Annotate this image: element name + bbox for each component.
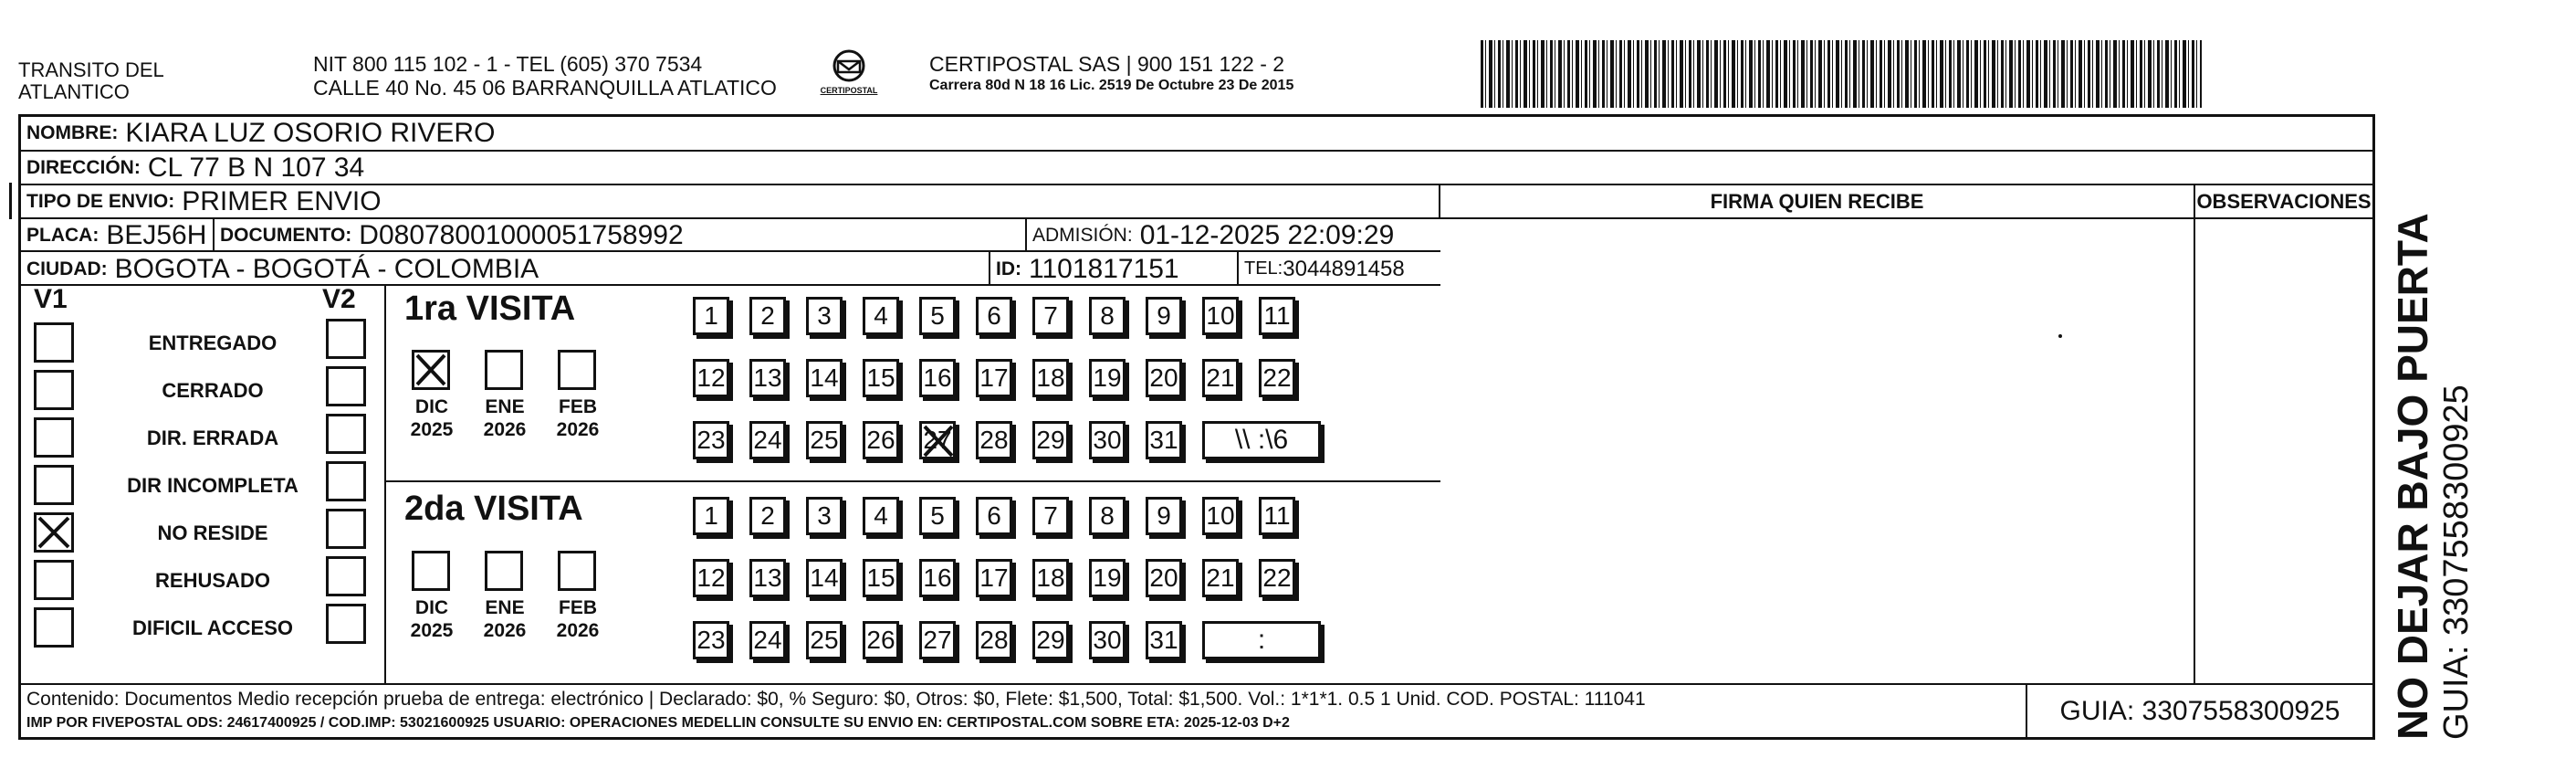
day-box[interactable]: 13	[749, 559, 786, 597]
day-box[interactable]: 17	[976, 359, 1012, 397]
day-box[interactable]: 26	[863, 621, 899, 659]
footer-guia	[2026, 685, 2372, 737]
side-text-block	[2389, 82, 2535, 740]
day-box[interactable]: 27	[919, 421, 956, 459]
day-box[interactable]: 8	[1089, 497, 1126, 535]
v1-checkbox[interactable]	[34, 607, 74, 648]
side-guia: GUIA: 3307558300925	[2437, 384, 2476, 740]
visit-1-block	[386, 286, 1440, 482]
day-box[interactable]: 30	[1089, 621, 1126, 659]
nit-line: NIT 800 115 102 - 1 - TEL (605) 370 7534	[313, 52, 703, 76]
month-year: 2025	[410, 620, 454, 641]
month-checkbox[interactable]	[412, 350, 450, 390]
day-box[interactable]: 7	[1032, 497, 1069, 535]
day-box[interactable]: 9	[1146, 497, 1182, 535]
v2-checkbox[interactable]	[326, 461, 366, 501]
day-box[interactable]: 26	[863, 421, 899, 459]
day-box[interactable]: 3	[806, 497, 843, 535]
status-label: NO RESIDE	[157, 521, 268, 544]
visit-2-title: 2da VISITA	[404, 490, 583, 528]
signature-dot	[2058, 334, 2062, 338]
org-line-1: TRANSITO DEL	[18, 58, 164, 81]
day-box[interactable]: 5	[919, 297, 956, 335]
v1-checkbox[interactable]	[34, 370, 74, 410]
day-box[interactable]: 10	[1202, 497, 1239, 535]
month-label	[550, 596, 605, 642]
tel-value: 3044891458	[1283, 256, 1405, 281]
day-box[interactable]: 31	[1146, 621, 1182, 659]
contenido-text: Contenido: Documentos Medio recepción prueba de entrega: electrónico | Declarado: $0, % Seguro: $0, Otros: $0, Flete: $1,500, Total: $1,500. Vol.: 1*1*1. 0.5 1 Unid. COD. POSTAL: 111041	[26, 689, 1646, 710]
status-block	[21, 286, 386, 683]
day-box[interactable]: 23	[693, 421, 729, 459]
day-box[interactable]: 19	[1089, 359, 1126, 397]
id-label: ID:	[996, 258, 1021, 279]
documento-value: D08078001000051758992	[359, 220, 684, 250]
status-label: DIR INCOMPLETA	[127, 474, 298, 497]
tipo-envio-label: TIPO DE ENVIO:	[26, 190, 175, 212]
barcode	[1481, 40, 2202, 108]
month-checkbox[interactable]	[412, 551, 450, 591]
day-box[interactable]: 16	[919, 359, 956, 397]
ciudad-cell	[26, 252, 539, 286]
v1-checkbox[interactable]	[34, 560, 74, 600]
visit-1-title: 1ra VISITA	[404, 290, 576, 328]
day-box[interactable]: 20	[1146, 359, 1182, 397]
day-box[interactable]: 18	[1032, 359, 1069, 397]
placa-cell	[26, 219, 206, 252]
day-box[interactable]: 7	[1032, 297, 1069, 335]
day-box[interactable]: 4	[863, 297, 899, 335]
tipo-envio-row	[21, 185, 1440, 219]
day-box[interactable]: 20	[1146, 559, 1182, 597]
day-box[interactable]: 12	[693, 359, 729, 397]
day-box[interactable]: 23	[693, 621, 729, 659]
v2-checkbox[interactable]	[326, 509, 366, 549]
firma-label: FIRMA QUIEN RECIBE	[1710, 189, 1924, 213]
day-box[interactable]: 3	[806, 297, 843, 335]
month-name: FEB	[559, 396, 597, 417]
month-name: ENE	[485, 597, 525, 618]
license-line: Carrera 80d N 18 16 Lic. 2519 De Octubre 23 De 2015	[929, 78, 1294, 93]
org-line-2: ATLANTICO	[18, 80, 130, 103]
edge-tick	[9, 183, 12, 219]
month-checkbox[interactable]	[485, 350, 523, 390]
day-box[interactable]: 19	[1089, 559, 1126, 597]
address-line: CALLE 40 No. 45 06 BARRANQUILLA ATLATICO	[313, 76, 777, 100]
day-box[interactable]: 11	[1259, 497, 1295, 535]
month-name: DIC	[414, 396, 449, 417]
v2-checkbox[interactable]	[326, 366, 366, 406]
day-box[interactable]: 21	[1202, 559, 1239, 597]
ciudad-row	[21, 252, 1440, 286]
day-box[interactable]: 28	[976, 621, 1012, 659]
month-checkbox[interactable]	[558, 350, 596, 390]
month-label	[404, 596, 459, 642]
time-box[interactable]: \\ :\6	[1202, 421, 1321, 459]
observaciones-label: OBSERVACIONES	[2196, 189, 2372, 213]
day-box[interactable]: 10	[1202, 297, 1239, 335]
day-box[interactable]: 28	[976, 421, 1012, 459]
month-name: ENE	[485, 396, 525, 417]
day-box[interactable]: 6	[976, 297, 1012, 335]
nombre-label: NOMBRE:	[26, 122, 119, 143]
tipo-envio-value: PRIMER ENVIO	[182, 185, 382, 216]
day-box[interactable]: 27	[919, 621, 956, 659]
v2-checkbox[interactable]	[326, 319, 366, 359]
day-box[interactable]: 30	[1089, 421, 1126, 459]
footer	[21, 683, 2372, 737]
day-box[interactable]: 5	[919, 497, 956, 535]
visit-2-block	[386, 482, 1440, 683]
tel-cell	[1237, 252, 1440, 286]
day-box[interactable]: 12	[693, 559, 729, 597]
month-label	[477, 596, 532, 642]
admision-cell	[1025, 219, 1440, 252]
imp-text: IMP POR FIVEPOSTAL ODS: 24617400925 / COD.IMP: 53021600925 USUARIO: OPERACIONES MEDELLIN CONSULTE SU ENVIO EN: CERTIPOSTAL.COM SOBRE ETA: 2025-12-03 D+2	[26, 715, 1290, 731]
direccion-row	[21, 152, 2372, 185]
day-box[interactable]: 8	[1089, 297, 1126, 335]
day-box[interactable]: 11	[1259, 297, 1295, 335]
v1-checkbox[interactable]	[34, 512, 74, 553]
certipostal-logo	[812, 47, 885, 102]
time-box[interactable]: :	[1202, 621, 1321, 659]
day-box[interactable]: 9	[1146, 297, 1182, 335]
id-cell	[989, 252, 1237, 286]
placa-value: BEJ56H	[106, 220, 207, 250]
month-year: 2026	[556, 620, 600, 641]
month-label	[477, 395, 532, 441]
v1-checkbox[interactable]	[34, 417, 74, 458]
documento-label: DOCUMENTO:	[220, 225, 352, 246]
day-box[interactable]: 24	[749, 621, 786, 659]
status-label: REHUSADO	[155, 569, 270, 592]
ciudad-label: CIUDAD:	[26, 258, 108, 279]
day-box[interactable]: 13	[749, 359, 786, 397]
contact-block	[313, 52, 777, 100]
day-box[interactable]: 16	[919, 559, 956, 597]
placa-row	[21, 219, 1440, 252]
v1-checkbox[interactable]	[34, 322, 74, 363]
v1-label: V1	[34, 284, 68, 314]
day-box[interactable]: 22	[1259, 359, 1295, 397]
v2-checkbox[interactable]	[326, 414, 366, 454]
month-year: 2026	[483, 620, 527, 641]
month-year: 2025	[410, 419, 454, 440]
side-warning: NO DEJAR BAJO PUERTA	[2389, 213, 2436, 740]
firma-column	[1440, 219, 2195, 683]
day-box[interactable]: 17	[976, 559, 1012, 597]
v1-checkbox[interactable]	[34, 465, 74, 505]
status-label: CERRADO	[162, 379, 264, 402]
day-box[interactable]: 15	[863, 559, 899, 597]
day-box[interactable]: 24	[749, 421, 786, 459]
logo-text: CERTIPOSTAL	[820, 86, 878, 95]
placa-label: PLACA:	[26, 225, 99, 246]
month-label	[550, 395, 605, 441]
month-label	[404, 395, 459, 441]
nombre-value: KIARA LUZ OSORIO RIVERO	[125, 118, 496, 148]
company-block	[929, 52, 1293, 96]
status-label: ENTREGADO	[148, 332, 277, 354]
day-box[interactable]: 15	[863, 359, 899, 397]
day-box[interactable]: 31	[1146, 421, 1182, 459]
day-box[interactable]: 25	[806, 621, 843, 659]
company-line: CERTIPOSTAL SAS | 900 151 122 - 2	[929, 52, 1285, 76]
day-box[interactable]: 2	[749, 497, 786, 535]
v2-label: V2	[322, 284, 356, 314]
firma-header	[1440, 185, 2195, 219]
month-checkbox[interactable]	[485, 551, 523, 591]
day-box[interactable]: 29	[1032, 421, 1069, 459]
month-year: 2026	[483, 419, 527, 440]
direccion-label: DIRECCIÓN:	[26, 156, 141, 178]
month-name: DIC	[414, 597, 449, 618]
admision-label: ADMISIÓN:	[1032, 225, 1133, 246]
observaciones-header	[2195, 185, 2372, 219]
day-box[interactable]: 1	[693, 297, 729, 335]
status-label: DIR. ERRADA	[146, 427, 279, 449]
documento-cell	[213, 219, 1025, 252]
day-box[interactable]: 18	[1032, 559, 1069, 597]
day-box[interactable]: 14	[806, 359, 843, 397]
day-box[interactable]: 29	[1032, 621, 1069, 659]
day-box[interactable]: 25	[806, 421, 843, 459]
status-label: DIFICIL ACCESO	[131, 616, 293, 639]
footer-guia-value: GUIA: 3307558300925	[2059, 695, 2340, 726]
day-box[interactable]: 1	[693, 497, 729, 535]
form-frame	[18, 114, 2375, 740]
ciudad-value: BOGOTA - BOGOTÁ - COLOMBIA	[114, 253, 539, 284]
v2-checkbox[interactable]	[326, 556, 366, 596]
day-box[interactable]: 21	[1202, 359, 1239, 397]
month-year: 2026	[556, 419, 600, 440]
day-box[interactable]: 14	[806, 559, 843, 597]
tel-label: TEL:	[1244, 258, 1283, 279]
day-box[interactable]: 22	[1259, 559, 1295, 597]
day-box[interactable]: 4	[863, 497, 899, 535]
v2-checkbox[interactable]	[326, 604, 366, 644]
day-box[interactable]: 6	[976, 497, 1012, 535]
id-value: 1101817151	[1029, 253, 1179, 284]
day-box[interactable]: 2	[749, 297, 786, 335]
direccion-value: CL 77 B N 107 34	[147, 152, 365, 183]
org-name	[18, 59, 164, 103]
admision-value: 01-12-2025 22:09:29	[1139, 220, 1395, 250]
nombre-row	[21, 117, 2372, 152]
month-checkbox[interactable]	[558, 551, 596, 591]
month-name: FEB	[559, 597, 597, 618]
